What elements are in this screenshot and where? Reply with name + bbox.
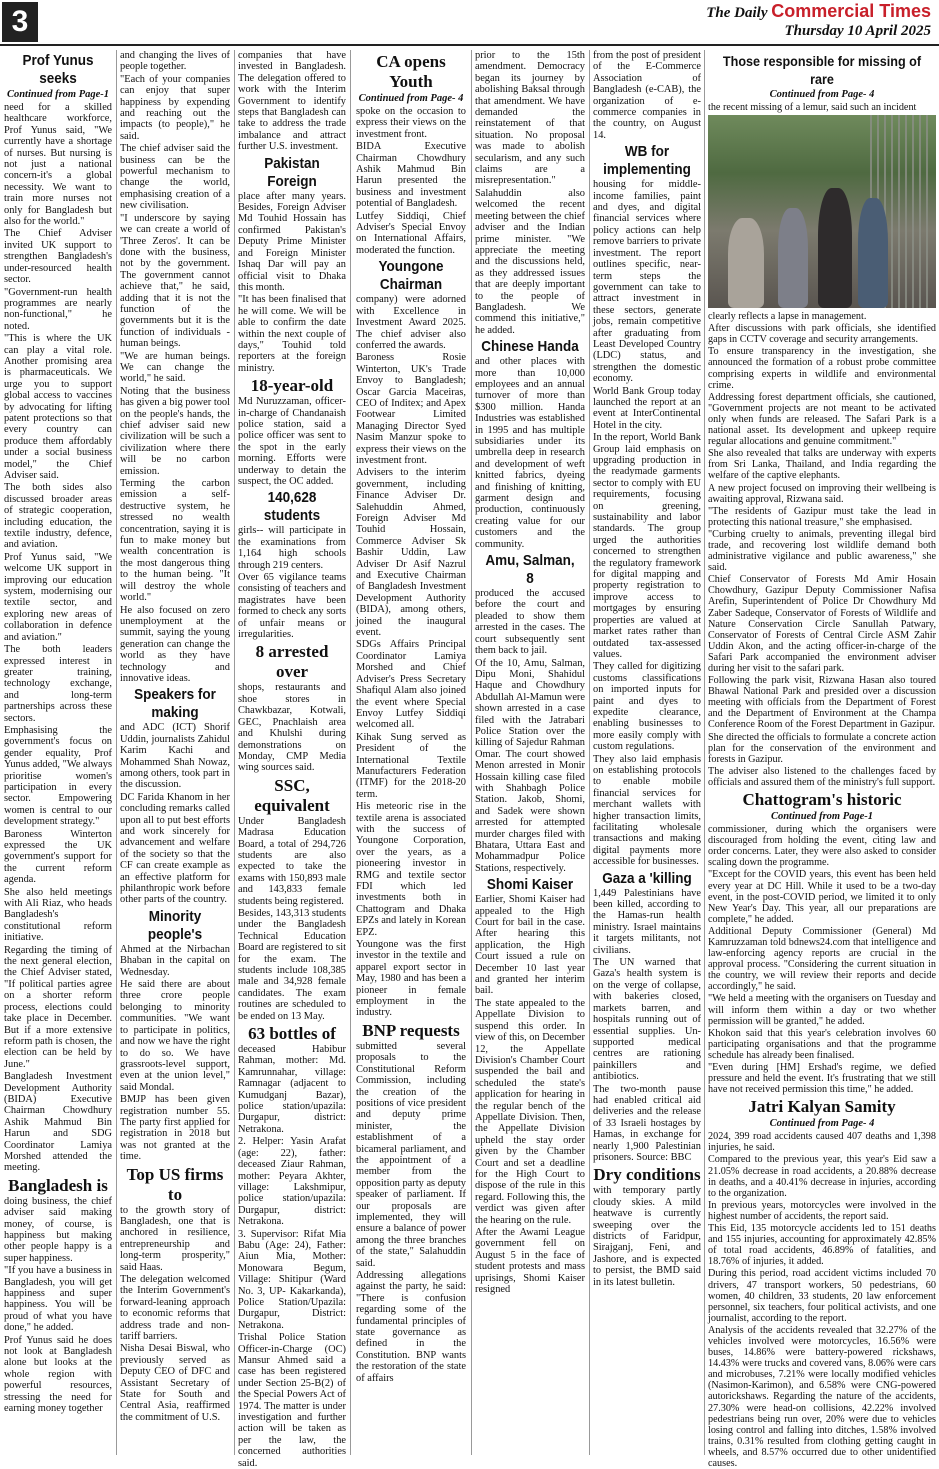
headline: Chinese Handa (481, 338, 579, 356)
paragraph: Kihak Sung served as President of the International Textile Manufacturers Federation (ITMF) for the 2018-20 term. (356, 731, 466, 800)
paragraph: "This is where the UK can play a vital role. Another promising area is pharmaceuticals. We urge you to support global access to vaccines by advocating for lifting patent protections so that every country can produce them affordably under a social business model," the Chief Adviser said. (4, 333, 112, 481)
paragraph: The both leaders expressed interest in greater training, technology exchange, and long-term partnerships across these sectors. (4, 644, 112, 724)
article-youngone-chairman (356, 258, 466, 1019)
paragraph: "We are human beings. We can change the world," he said. (120, 350, 230, 385)
paragraph: Under Bangladesh Madrasa Education Board, a total of 294,726 students are also expected to take the exams with 150,893 male and 143,833 female students being registered. (238, 815, 346, 907)
paragraph: "Each of your companies can enjoy that super happiness by expending and reaching out the impacts (to people)," he said. (120, 73, 230, 142)
article-ca-opens-youth (356, 52, 466, 256)
paragraph: prior to the 15th amendment. Democracy began its journey by abolishing Baksal through that amendment. We have demanded the reinstatement of that situation. No proposal was made to abolish secularism, and any such claims are a misrepresentation." (475, 50, 585, 187)
paragraph: girls-- will participate in the examinations from 1,164 high schools through 219 centers. (238, 525, 346, 571)
paragraph: The state appealed to the Appellate Division to suspend this order. In view of this, on December 12, the Appellate Division's Chamber Court suspended the bail and scheduled the state's application for hearing in the regular bench of the Appellate Division. Then, the Appellate Division upheld the stay order given by the Chamber Court and set a deadline for the High Court to dispose of the rule in this regard. Following this, the verdict was given after the hearing on the rule. (475, 997, 585, 1226)
paragraph: Over 65 vigilance teams consisting of teachers and magistrates have been formed to check any sorts of unfair means or irregularities. (238, 572, 346, 641)
paragraph: Addressing allegations against the party, he said: "There is confusion regarding some of the fundamental principles of state governance as defined in the Constitution. BNP wants the restoration of the state of affairs (356, 1270, 466, 1384)
photo-figure (858, 198, 888, 308)
article-top-us-firms (120, 1165, 230, 1424)
paragraph: need for a skilled healthcare workforce, Prof Yunus said, "We currently have a shortage of nurses. But nursing is not just a national concern-it's a global necessity. We want to train more nurses not only for Bangladesh but also for the world." (4, 102, 112, 228)
paragraph: SDGs Affairs Principal Coordinator Lamiya Morshed and Chief Adviser's Press Secretary Shafiqul Alam also joined the event where Special Envoy Lutfey Siddiqi welcomed all. (356, 639, 466, 731)
news-photo (708, 115, 936, 308)
paragraph: Khokon said that this year's celebration involves 60 participating organisations and that the programme schedule has already been finalised. (708, 1027, 936, 1061)
column-divider (234, 50, 235, 1455)
article-8-arrested (238, 642, 346, 773)
article-body (238, 396, 346, 487)
headline: CA opens Youth (376, 52, 446, 91)
paragraph: with temporary partly cloudy skies. A mild heatwave is currently sweeping over the districts of Faridpur, Sirajganj, Feni, and Jashore, and is expected to persist, the BMD said in its latest bulletin. (593, 1185, 701, 1288)
headline: Prof Yunus seeks (22, 52, 94, 87)
paragraph: Noting that the business has given a big power tool on the people's hands, the chief adviser said new civilization will be such a civilization where there will be no carbon emission. (120, 385, 230, 477)
continued-line: Continued from Page- 4 (769, 1118, 875, 1130)
paragraph: In previous years, motorcycles were involved in the highest number of accidents, the report said. (708, 1199, 936, 1222)
page-number: 3 (2, 2, 38, 42)
paragraph: He also focused on zero unemployment at the summit, saying the young generation can change the world as they have technology and innovative ideas. (120, 604, 230, 684)
paragraph: During this period, road accident victims included 70 drivers, 47 transport workers, 50 pedestrians, 60 women, 40 children, 33 students, 20 law enforcement personnel, six teachers, four political activists, and one journalist, according to the report. (708, 1268, 936, 1324)
article-63-bottles (238, 1024, 346, 1469)
article-body (356, 294, 466, 1019)
paragraph: Nisha Desai Biswal, who previously served as Deputy CEO of DFC and Assistant Secretary of State for South and Central Asia, reaffirmed the commitment of U.S. (120, 1343, 230, 1423)
paragraph: BIDA Executive Chairman Chowdhury Ashik Mahmud Bin Harun presented the business and investment potential of Bangladesh. (356, 141, 466, 210)
paragraph: Additional Deputy Commissioner (General) Md Kamruzzaman told bdnews24.com that intelligence and law-enforcing agency reports are crucial in the approval process. "Considering the current situation in the country, we will review their reports and decide accordingly," he said. (708, 925, 936, 993)
paragraph: World Bank Group today launched the report at an event at InterContinental Hotel in the city. (593, 385, 701, 431)
column-divider (471, 50, 472, 1455)
paragraph: Bangladesh Investment Development Authority (BIDA) Executive Chairman Chowdhury Ashik Mahmud Bin Harun and SDG Coordinator Lamiya Morshed attended the meeting. (4, 1071, 112, 1174)
paragraph: "Government-run health programmes are nearly non-functional," he noted. (4, 286, 112, 332)
article-body (120, 1205, 230, 1424)
continued-line: Continued from Page- 4 (769, 89, 875, 100)
paragraph: To ensure transparency in the investigation, she announced the formation of a robust probe committee comprising experts in wildlife and environmental crime. (708, 346, 936, 391)
paragraph: Lutfey Siddiqi, Chief Adviser's Special Envoy on International Affairs, moderated the function. (356, 210, 466, 256)
paper-prefix: The Daily (706, 5, 768, 21)
paragraph: She also held meetings with Ali Riaz, who heads Bangladesh's constitutional reform initiative. (4, 886, 112, 944)
issue-date: Thursday 10 April 2025 (784, 23, 931, 39)
headline: BNP requests (362, 1020, 460, 1040)
paragraph: to the growth story of Bangladesh, one that is anchored in resilience, entrepreneurship and long-term prosperity," said Haas. (120, 1204, 230, 1273)
paragraph: Compared to the previous year, this year's Eid saw a 21.05% decrease in road accidents, a 20.88% decrease in deaths, and a 40.41% decrease in injuries, according to the organization. (708, 1154, 936, 1199)
paragraph: Youngone was the first investor in the textile and apparel export sector in May, 1980 and has been a pioneer in female employment in the industry. (356, 939, 466, 1019)
article-body (120, 722, 230, 906)
article-body (708, 1131, 936, 1469)
photo-figure (778, 208, 808, 308)
article-body (475, 894, 585, 1295)
column-4 (356, 50, 466, 1455)
article-pakistan-foreign (238, 155, 346, 375)
article-body (708, 824, 936, 1095)
paragraph: Prof Yunus said, "We welcome UK support in improving our education system, modernising our textile sector, and exploring new areas of collaboration in defence and aviation." (4, 551, 112, 643)
article-body (120, 50, 230, 684)
paragraph: Prof Yunus said he does not look at Bangladesh alone but looks at the whole region with powerful resources, stressing the need for earning money together (4, 1334, 112, 1415)
paragraph: She also revealed that talks are underway with experts from Sri Lanka, Thailand, and India regarding the welfare of the captive elephants. (708, 448, 936, 482)
article-18-year-old (238, 376, 346, 487)
column-divider (350, 50, 351, 1455)
paragraph: BMJP has been given registration number 55. The party first applied for registration in 2018 but was not granted at the time. (120, 1094, 230, 1163)
headline: 8 arrested over (255, 642, 329, 682)
column-6 (593, 50, 701, 1455)
paragraph: He said there are about three crore people belonging to minority communities. "We want to participate in politics, and now we have the right to do so. We have grassroots-level support, even at the union level," said Mondal. (120, 979, 230, 1093)
headline: Speakers for making (134, 686, 216, 722)
paragraph: from the post of president of the E-Commerce Association of Bangladesh (e-CAB), the organization of e-commerce companies in the country, on August 14. (593, 50, 701, 141)
article-gaza-killing (593, 870, 701, 1164)
paragraph: spoke on the occasion to express their views on the investment front. (356, 106, 466, 140)
article-prof-yunus (4, 52, 112, 1174)
article-body (238, 1044, 346, 1469)
paragraph: The chief adviser said the business can be the powerful mechanism to change the world, emphasising creation of a new civilisation. (120, 143, 230, 212)
paragraph: "We held a meeting with the organisers on Tuesday and will inform them within a day or two whether permission will be granted," he added. (708, 993, 936, 1027)
article-body (475, 588, 585, 874)
continued-line: Continued from Page-1 (770, 811, 874, 823)
paragraph: Md Nuruzzaman, officer-in-charge of Chandanaish police station, said a police officer was sent to the spot in the early morning. Efforts were underway to detain the suspect, the OC added. (238, 396, 346, 487)
paragraph: Addressing forest department officials, she cautioned, "Government projects are not meant to be activated only when funds are released. The Safari Park is a national asset. Its development and upkeep require regular allocations and genuine commitment." (708, 391, 936, 448)
headline: Jatri Kalyan Samity (748, 1097, 896, 1117)
article-body (708, 311, 936, 788)
paragraph: Chief Conservator of Forests Md Amir Hosain Chowdhury, Gazipur Deputy Commissioner Nafisa Arefin, Superintendent of Police Dr Chowdhury Md Zaber Sadeque, Conservator of Forests of Wildlife and Nature Conservation Circle Sanullah Patwary, Conservator of Forests of Central Circle ASM Zahir Uddin Akon, and the acting officer-in-charge of the Safari Park accompanied the environment adviser during her visit to the safari park. (708, 574, 936, 674)
continued-line: Continued from Page- 4 (358, 93, 464, 104)
article-lead: the recent missing of a lemur, said such an incident (708, 102, 917, 113)
paragraph: After the Awami League government fell on August 5 in the face of student protests and mass uprisings, Shomi Kaiser resigned (475, 1227, 585, 1296)
column-divider (116, 50, 117, 1455)
paragraph: company) were adorned with Excellence in Investment Award 2025. The chief adviser also conferred the awards. (356, 294, 466, 351)
paragraph: clearly reflects a lapse in management. (708, 311, 867, 323)
paragraph: His meteoric rise in the textile arena is associated with the success of Youngone Corporation, over the years, as a pioneering investor in RMG and textile sector FDI which led investments both in Chattogram and Dhaka EPZs and lately in Korean EPZ. (356, 801, 466, 938)
article-amu-salman (475, 552, 585, 874)
paragraph: doing business, the chief adviser said making money, of course, is happiness but making other people happy is a super happiness. (4, 1195, 112, 1264)
headline: 63 bottles of (248, 1024, 336, 1044)
article-body (238, 682, 346, 773)
article-body (238, 191, 346, 375)
article-body (593, 50, 701, 141)
article-body (356, 106, 466, 256)
paragraph: shops, restaurants and shoe stores in Chawkbazar, Kotwali, GEC, Pnachlaish area and Khulshi during demonstrations on Monday, CMP Media wing sources said. (238, 682, 346, 774)
paragraph: companies that have invested in Bangladesh. The delegation offered to work with the Interim Government to identify steps that Bangladesh can take to address the trade imbalance and attract further U.S. investment. (238, 50, 346, 153)
paragraph: housing for middle-income families, paint and dyes, and digital financial services where policy actions can help remove barriers to private investment. The report outlines specific, near-term steps the government can take to attract investment in these sectors, generate jobs, remain competitive after graduating from Least Developed Country (LDC) status, and strengthen the domestic economy. (593, 179, 701, 385)
article-body (593, 888, 701, 1164)
paragraph: and other places with more than 10,000 employees and an annual turnover of more than $300 million. Handa Industries was established in 1995 and has multiple subsidiaries under its umbrella deep in research and development of weft knitted fabrics, dyeing and finishing of knitting, garment design and production, continuously creating value for our customers and the community. (475, 356, 585, 550)
paragraph: They also laid emphasis on establishing protocols to enable mobile financial services for merchant wallets with higher transaction limits, facilitating wholesale transactions and making digital payments more accessible for businesses. (593, 753, 701, 868)
article-140628-students (238, 489, 346, 640)
headline: Dry conditions (593, 1165, 701, 1185)
article-body (475, 50, 585, 336)
photo-figure (728, 218, 764, 308)
article-body (4, 1196, 112, 1415)
masthead (0, 0, 939, 46)
paragraph: Regarding the timing of the next general election, the Chief Adviser stated, "If political parties agree on a shorter reform process, elections could take place in December. But if a more extensive reform path is chosen, the election can be held by June." (4, 944, 112, 1070)
article-body (593, 1185, 701, 1288)
paragraph: The two-month pause had enabled critical aid deliveries and the release of 33 Israeli hostages by Hamas, in exchange for nearly 1,900 Palestinian prisoners. Source: BBC (593, 1083, 701, 1163)
paragraph: Ahmed at the Nirbachan Bhaban in the capital on Wednesday. (120, 943, 230, 978)
paragraph: Following the park visit, Rizwana Hasan also toured Bhawal National Park and presided over a discussion meeting with officials from the Department of Forest and the Department of Environment at the Champa Conference Room of the Forest Department in Gazipur. (708, 675, 936, 731)
headline: Those responsible for missing of rare (722, 53, 922, 87)
article-minority (120, 908, 230, 1163)
headline: Shomi Kaiser (486, 876, 574, 894)
headline: Gaza a 'killing (602, 869, 692, 887)
article-body (593, 179, 701, 867)
column-5 (475, 50, 585, 1455)
paragraph: DC Farida Khanom in her concluding remarks called upon all to put best efforts and work sincerely for advancement and welfare of the society so that the CF can create example as an effective platform for philanthropic work before other parts of the country. (120, 791, 230, 906)
paragraph: "Even during [HM] Ershad's regime, we defied pressure and held the event. It's frustrating that we still have not received permission this time," he added. (708, 1062, 936, 1096)
paragraph: A new project focused on improving their wellbeing is awaiting approval, Rizwana said. (708, 482, 936, 505)
article-body (238, 50, 346, 153)
paragraph: 2024, 399 road accidents caused 407 deaths and 1,398 injuries, he said. (708, 1131, 936, 1154)
headline: Pakistan Foreign (264, 154, 320, 190)
headline: Youngone Chairman (378, 258, 444, 294)
headline: Bangladesh is (8, 1175, 108, 1195)
paragraph: After discussions with park officials, she identified gaps in CCTV coverage and security arrangements. (708, 323, 936, 346)
paragraph: Baroness Rosie Winterton, UK's Trade Envoy to Bangladesh; Oscar Garcia Maceiras, CEO of Inditex; and Apex Footwear Limited Managing Director Syed Nasim Manzur spoke to express their views on the investment front. (356, 352, 466, 466)
paragraph: Besides, 143,313 students under the Bangladesh Technical Education Board are registered to sit for the exam. The students include 108,385 male and 34,928 female candidates. The exam routines are scheduled to be ended on 13 May. (238, 907, 346, 1022)
column-7 (708, 50, 936, 1469)
article-speakers (120, 686, 230, 906)
paragraph: produced the accused before the court and pleaded to show them arrested in the cases. The court subsequently sent them back to jail. (475, 588, 585, 657)
paragraph: The adviser also listened to the challenges faced by officials and assured them of the ministry's full support. (708, 765, 936, 788)
paragraph: Advisers to the interim government, including Finance Adviser Dr. Salehuddin Ahmed, Foreign Adviser Md Touhid Hossain, Commerce Adviser Sk Bashir Uddin, Law Adviser Dr Asif Nazrul and Executive Chairman of Bangladesh Investment Development Authority (BIDA), among others, joined the inaugural event. (356, 467, 466, 639)
masthead-rule (0, 44, 939, 46)
column-1 (4, 50, 112, 1455)
column-divider (589, 50, 590, 1455)
article-body (475, 356, 585, 550)
paragraph: 2. Helper: Yasin Arafat (age: 22), father: deceased Ziaur Rahman, mother: Peyara Akhter, village: Lakshmipur, police station/upazila: Durgapur, district: Netrakona. (238, 1136, 346, 1228)
headline: Chattogram's historic (742, 790, 902, 810)
article-chinese-handa (475, 338, 585, 550)
paragraph: 1,449 Palestinians have been killed, according to the Hamas-run health ministry. Israel maintains it targets militants, not civilians. (593, 887, 701, 956)
headline: SSC, equivalent (254, 775, 330, 815)
paragraph: The Chief Adviser invited UK support to strengthen Bangladesh's under-resourced health sector. (4, 228, 112, 286)
paragraph: "Curbing cruelty to animals, preventing illegal bird trade, and recovering lost wildlife demand both administrative vigilance and public awareness," she said. (708, 528, 936, 574)
paragraph: Baroness Winterton expressed the UK government's support for the current reform agenda. (4, 828, 112, 886)
article-body (120, 944, 230, 1163)
paragraph: place after many years. Besides, Foreign Adviser Md Touhid Hossain has confirmed Pakistan's Deputy Prime Minister and Foreign Minister Ishaq Dar will pay an official visit to Dhaka this month. (238, 190, 346, 293)
paragraph: In the report, World Bank Group laid emphasis on upgrading production in the readymade garments sector to comply with EU requirements, focusing on greening, sustainability and labor standards. The group urged the authorities concerned to strengthen the regulatory framework for digital mapping and property registration to improve access to mortgages by ensuring properties are valued at market rates rather than outdated tax-assessed values. (593, 432, 701, 660)
headline: Top US firms to (126, 1164, 224, 1204)
paragraph: submitted several proposals to the Constitutional Reform Commission, including the creation of the positions of vice president and deputy prime minister, the establishment of a bicameral parliament, and the appointment of a member from the opposition party as deputy speaker of parliament. If our proposals are implemented, they will ensure a balance of power among the three branches of the state," Salahuddin said. (356, 1040, 466, 1269)
column-3 (238, 50, 346, 1469)
paragraph: Earlier, Shomi Kaiser had appealed to the High Court for bail in the case. After hearing this application, the High Court issued a rule on December 10 last year and granted her interim bail. (475, 894, 585, 997)
article-jatri-kalyan (708, 1097, 936, 1469)
article-body (238, 525, 346, 640)
article-bangladesh-is (4, 1176, 112, 1415)
paragraph: Of the 10, Amu, Salman, Dipu Moni, Shahidul Haque and Chowdhury Abdullah Al-Mamun were shown arrested in a case filed with the Jatrabari Police Station over the killing of Sajedur Rahman Omar. The court showed Menon arrested in Monir Hossain killing case filed with Shahbagh Police Station. Jakob, Shomi, and Sadek were shown arrested for attempted murder charges filed with Bhatara, Uttara East and Mohammadpur Police Stations, respectively. (475, 657, 585, 874)
paper-name: Commercial Times (771, 1, 931, 21)
paragraph: commissioner, during which the organisers were discouraged from holding the event, citing law and order concerns. Later, they were also asked to consider scaling down the programme. (708, 824, 936, 869)
column-2 (120, 50, 230, 1455)
paragraph: They called for digitizing customs classifications on imported inputs for paint and dyes to expedite clearance, enabling businesses to more easily comply with custom regulations. (593, 661, 701, 753)
column-divider (704, 50, 705, 1455)
continued-line: Continued from Page-1 (6, 89, 110, 100)
paragraph: The both sides also discussed broader areas of strategic cooperation, including education, the textile industry, defence, and aviation. (4, 482, 112, 551)
article-body (238, 816, 346, 1022)
paragraph: Analysis of the accidents revealed that 32.27% of the vehicles involved were motorcycles, 16.56% were buses, 14.86% were battery-powered rickshaws, 14.43% were trucks and covered vans, 8.06% were cars and microbuses, 7.21% were locally modified vehicles (Nasimon-Karimon), and 6.58% were CNG-powered autorickshaws. Regarding the nature of the accidents, 27.30% were head-on collisions, 42.22% involved pedestrians being run over, 20% were due to vehicles losing control and falling into ditches, 1.58% involved trains, 0.31% resulted from clothing getting caught in wheels, and 8.57% occurred due to other unidentified causes. (708, 1324, 936, 1469)
paragraph: "If you have a business in Bangladesh, you will get happiness and super happiness. You will be proud of what you have done," he added. (4, 1265, 112, 1334)
headline: Minority people's (147, 907, 203, 943)
paragraph: deceased Habibur Rahman, mother: Md. Kamrunnahar, village: Ramnagar (adjacent to Kumudganj Bazar), police station/upazila: Durgapur, district: Netrakona. (238, 1044, 346, 1135)
photo-figure (818, 188, 852, 308)
paragraph: and ADC (ICT) Shorif Uddin, journalists Zahidul Karim Kachi and Mohammed Shah Nowaz, among others, took part in the discussion. (120, 722, 230, 791)
article-body (4, 102, 112, 1174)
paragraph: The UN warned that Gaza's health system is on the verge of collapse, with bakeries closed, markets barren, and hospitals running out of essential supplies. Un-supported medical centres are rationing painkillers and antibiotics. (593, 957, 701, 1083)
article-wb-implementing (593, 143, 701, 867)
headline: Amu, Salman, 8 (485, 552, 575, 588)
article-bnp-requests (356, 1021, 466, 1384)
article-shomi-kaiser (475, 876, 585, 1295)
paragraph: Trishal Police Station Officer-in-Charge (OC) Mansur Ahmed said a case has been registered under Section 25-B(2) of the Special Powers Act of 1974. The matter is under investigation and further action will be taken as per the law, the concerned authorities said. (238, 1332, 346, 1469)
paper-brand (706, 2, 931, 22)
paragraph: She directed the officials to formulate a concrete action plan for the conservation of the environment and forests in Gazipur. (708, 731, 936, 765)
paragraph: and changing the lives of people together. (120, 50, 230, 73)
article-chattogram-historic (708, 790, 936, 1095)
paragraph: "It has been finalised that he will come. We will be able to confirm the date within the next couple of days," Touhid told reporters at the foreign ministry. (238, 294, 346, 374)
paragraph: "Except for the COVID years, this event has been held every year at DC Hill. While it used to be a two-day event, in the post-COVID period, we limited it to only New Year's Day. This year, all our preparations are complete," he added. (708, 869, 936, 925)
headline: 140,628 students (263, 489, 321, 525)
paragraph: "The residents of Gazipur must take the lead in protecting this national treasure," she emphasised. (708, 505, 936, 528)
article-dry-conditions (593, 1165, 701, 1288)
headline: 18-year-old (250, 376, 334, 396)
paragraph: The delegation welcomed the Interim Government's forward-leaning approach to economic reforms that address trade and non-tariff barriers. (120, 1274, 230, 1343)
paragraph: 3. Supervisor: Rifat Mia Babu (Age: 24), Father: Aiun Mia, Mother: Monowara Begum, Village: Shitipur (Ward No. 3, UP- Kakarkanda), Police Station/Upazila: Durgapur, District: Netrakona. (238, 1228, 346, 1331)
paragraph: Emphasising the government's focus on gender equality, Prof Yunus added, "We always prioritise women's participation in every sector. Empowering women is central to our development strategy." (4, 724, 112, 828)
article-ssc-equivalent (238, 776, 346, 1022)
paragraph: This Eid, 135 motorcycle accidents led to 151 deaths and 155 injuries, accounting for approximately 42.85% of total road accidents, 46.89% of fatalities, and 18.76% of injuries, it added. (708, 1223, 936, 1268)
article-those-responsible (708, 52, 936, 788)
article-body (356, 1041, 466, 1384)
paragraph: Terming the carbon emission a self-destructive system, he stressed no wealth concentration, saying it is fun to make money but wealth concentration is the most dangerous thing to the human being. "It will destroy the whole world." (120, 478, 230, 604)
headline: WB for implementing (603, 143, 691, 179)
paragraph: "I underscore by saying we can create a world of 'Three Zeros'. It can be done with the business, not by the government. The government cannot achieve that," he said, adding that it is not the function of the governments but it is the function of individuals - human beings. (120, 212, 230, 350)
paragraph: Salahuddin also welcomed the recent meeting between the chief adviser and the Indian prime minister. "We appreciate the meeting and the discussions held, as they addressed issues that are deeply important to the people of Bangladesh. We commend this initiative," he added. (475, 187, 585, 336)
